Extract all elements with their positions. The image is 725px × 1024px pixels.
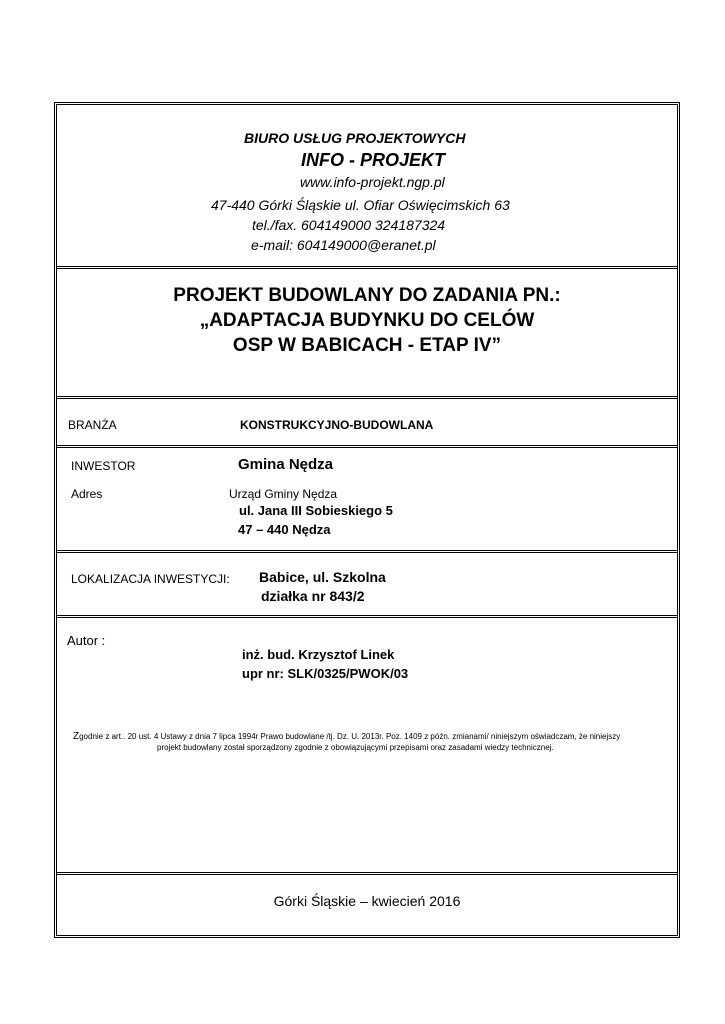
location-label: LOKALIZACJA INWESTYCJI:: [71, 572, 230, 586]
author-label: Autor :: [67, 633, 106, 648]
location-line1: Babice, ul. Szkolna: [259, 569, 386, 585]
office-email: e-mail: 604149000@eranet.pl: [251, 237, 436, 253]
divider: [57, 872, 677, 875]
office-line1: BIURO USŁUG PROJEKTOWYCH: [244, 130, 466, 146]
investor-label: INWESTOR: [71, 459, 136, 473]
project-title-line3: OSP W BABICACH - ETAP IV”: [232, 335, 502, 356]
title-page-frame: [54, 102, 680, 938]
compliance-statement-line1: [73, 731, 620, 742]
office-address: 47-440 Górki Śląskie ul. Ofiar Oświęcimskich 63: [211, 197, 510, 213]
divider: [57, 396, 677, 399]
divider: [57, 445, 677, 448]
office-name: INFO - PROJEKT: [301, 150, 446, 170]
project-title-line2: „ADAPTACJA BUDYNKU DO CELÓW: [199, 310, 535, 331]
investor-address-line3: 47 – 440 Nędza: [238, 522, 331, 537]
compliance-statement-line2: projekt budowlany został sporządzony zgodnie z obowiązującymi przepisami oraz zasadami wiedzy technicznej.: [157, 743, 554, 752]
investor-address-line1: Urząd Gminy Nędza: [229, 487, 338, 501]
branch-value: KONSTRUKCYJNO-BUDOWLANA: [240, 418, 434, 432]
place-and-date: Górki Śląskie – kwiecień 2016: [273, 893, 461, 909]
divider: [57, 550, 677, 553]
office-website: www.info-projekt.ngp.pl: [300, 174, 445, 190]
investor-address-line2: ul. Jana III Sobieskiego 5: [239, 503, 393, 518]
divider: [57, 615, 677, 618]
statement-initial: Z: [73, 731, 80, 742]
statement-text-1: godnie z art.. 20 ust. 4 Ustawy z dnia 7 lipca 1994r Prawo budowlane /tj. Dz. U. 2013r. Poz. 1409 z późn. zmianami/ niniejszym oświadczam, że niniejszy: [79, 732, 621, 741]
branch-label: BRANŻA: [68, 418, 117, 432]
divider: [57, 266, 677, 269]
project-title-line1: PROJEKT BUDOWLANY DO ZADANIA PN.:: [173, 285, 561, 306]
author-name: inż. bud. Krzysztof Linek: [242, 647, 395, 662]
location-line2: działka nr 843/2: [261, 588, 365, 604]
address-label: Adres: [71, 487, 103, 501]
investor-name: Gmina Nędza: [238, 456, 334, 473]
office-phone: tel./fax. 604149000 324187324: [252, 217, 446, 233]
author-license: upr nr: SLK/0325/PWOK/03: [242, 666, 409, 681]
